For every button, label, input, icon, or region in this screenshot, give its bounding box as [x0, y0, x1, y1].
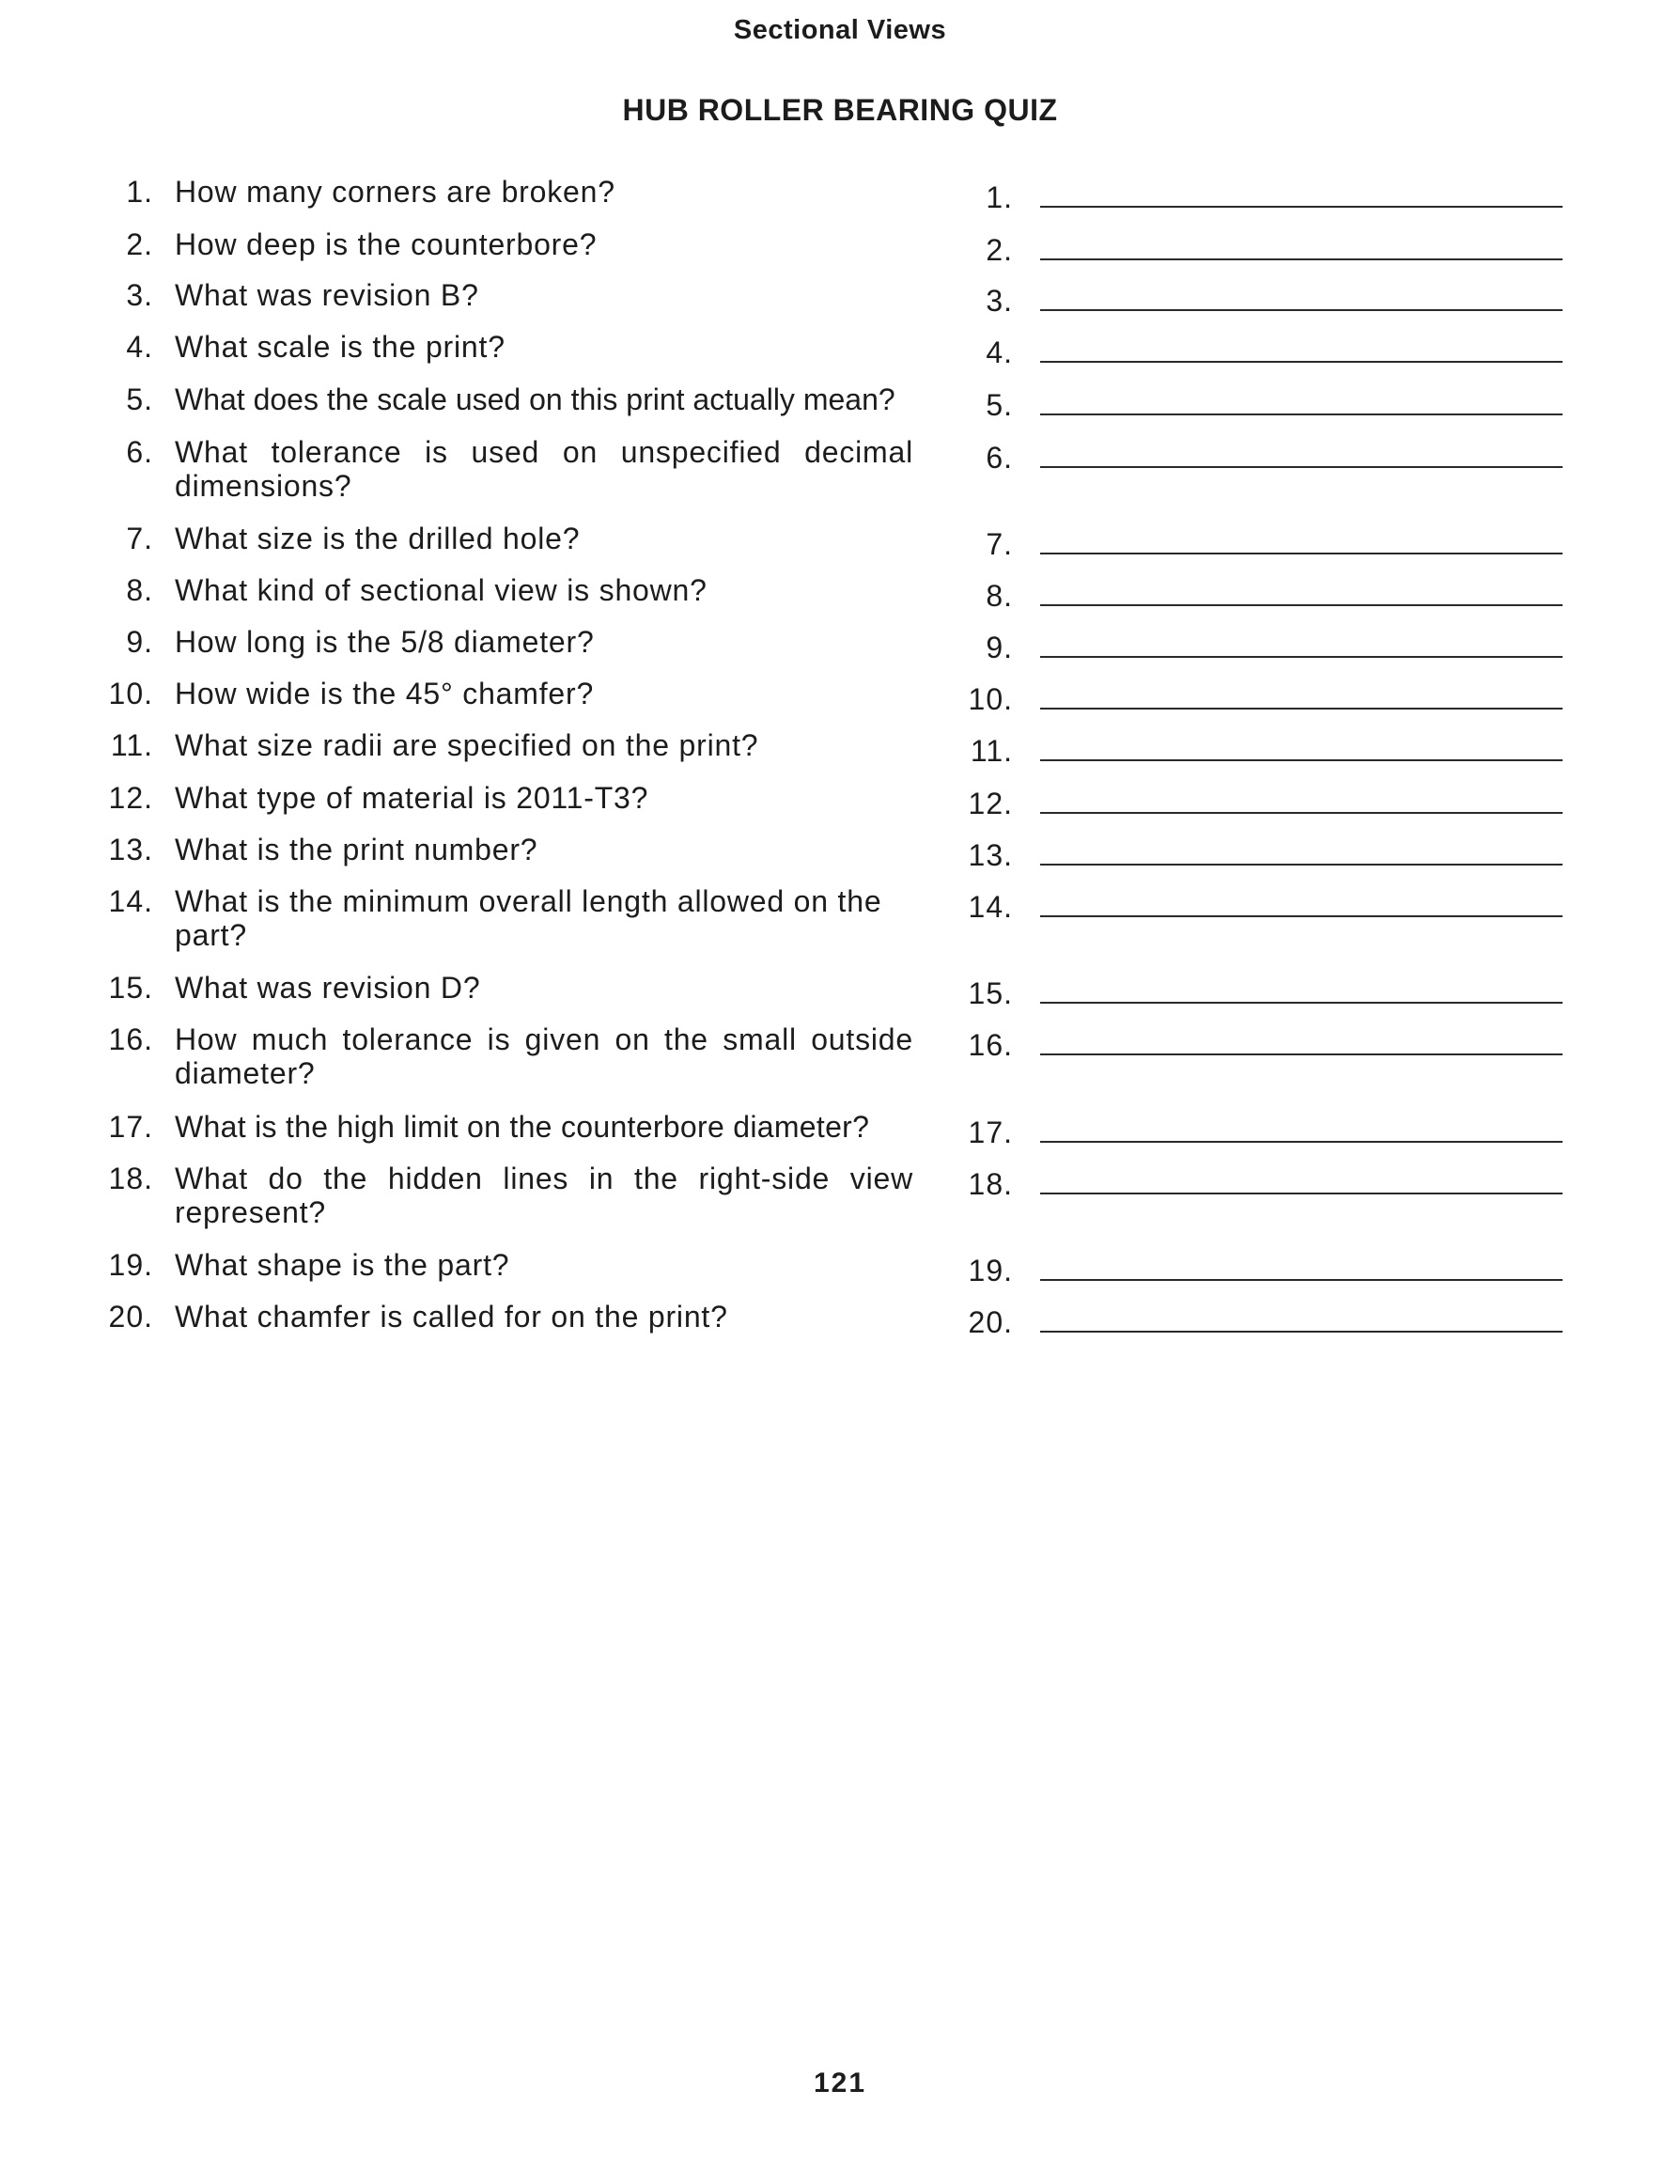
question-text: What does the scale used on this print actually mean?	[175, 382, 895, 416]
answer-line[interactable]	[1040, 361, 1563, 363]
answer-number: 5.	[986, 388, 1013, 422]
answer-line[interactable]	[1040, 553, 1563, 554]
answer-number: 9.	[986, 631, 1013, 664]
question-number: 20.	[108, 1300, 153, 1334]
page-title: HUB ROLLER BEARING QUIZ	[622, 93, 1058, 127]
answer-line[interactable]	[1040, 1331, 1563, 1333]
question-text: What do the hidden lines in the right-side view represent?	[175, 1162, 913, 1229]
answer-number: 16.	[968, 1028, 1013, 1062]
answer-line[interactable]	[1040, 1193, 1563, 1194]
answer-number: 11.	[970, 734, 1013, 768]
question-text: What was revision D?	[175, 971, 481, 1005]
answer-line[interactable]	[1040, 1279, 1563, 1281]
question-number: 16.	[108, 1022, 153, 1056]
question-text: How long is the 5/8 diameter?	[175, 625, 595, 659]
answer-number: 3.	[986, 284, 1013, 318]
answer-number: 6.	[986, 441, 1013, 475]
answer-number: 4.	[986, 335, 1013, 369]
answer-number: 19.	[968, 1254, 1013, 1287]
answer-number: 20.	[968, 1305, 1013, 1339]
answer-number: 1.	[986, 180, 1013, 214]
question-text: What chamfer is called for on the print?	[175, 1300, 728, 1334]
answer-number: 18.	[968, 1167, 1013, 1201]
question-text: What type of material is 2011-T3?	[175, 781, 649, 815]
question-number: 18.	[108, 1162, 153, 1195]
answer-number: 10.	[968, 682, 1013, 716]
question-number: 10.	[108, 677, 153, 710]
question-text: How many corners are broken?	[175, 175, 615, 209]
question-number: 7.	[126, 522, 153, 555]
question-number: 6.	[126, 435, 153, 469]
question-number: 2.	[126, 227, 153, 261]
answer-line[interactable]	[1040, 1002, 1563, 1004]
answer-number: 12.	[968, 787, 1013, 820]
question-number: 9.	[126, 625, 153, 659]
answer-line[interactable]	[1040, 1053, 1563, 1055]
answer-line[interactable]	[1040, 1141, 1563, 1143]
question-text: How wide is the 45° chamfer?	[175, 677, 595, 710]
question-number: 13.	[108, 833, 153, 866]
answer-number: 14.	[968, 890, 1013, 924]
question-number: 1.	[126, 175, 153, 209]
question-number: 15.	[108, 971, 153, 1005]
question-text: What was revision B?	[175, 278, 479, 312]
question-text: What is the high limit on the counterbore diameter?	[175, 1110, 870, 1144]
answer-line[interactable]	[1040, 864, 1563, 866]
question-text: How deep is the counterbore?	[175, 227, 598, 261]
question-number: 4.	[126, 330, 153, 364]
answer-line[interactable]	[1040, 656, 1563, 658]
answer-line[interactable]	[1040, 915, 1563, 917]
answer-number: 2.	[986, 233, 1013, 267]
question-text: How much tolerance is given on the small outside diameter?	[175, 1022, 913, 1090]
question-text: What size is the drilled hole?	[175, 522, 581, 555]
answer-line[interactable]	[1040, 759, 1563, 761]
answer-line[interactable]	[1040, 413, 1563, 415]
answer-line[interactable]	[1040, 206, 1563, 208]
question-text: What size radii are specified on the print?	[175, 728, 759, 762]
question-number: 8.	[126, 573, 153, 607]
question-text: What tolerance is used on unspecified decimal dimensions?	[175, 435, 913, 503]
question-number: 12.	[108, 781, 153, 815]
question-text: What shape is the part?	[175, 1248, 510, 1282]
question-number: 11.	[110, 728, 153, 762]
running-head: Sectional Views	[733, 15, 947, 45]
answer-number: 15.	[968, 976, 1013, 1010]
question-number: 3.	[126, 278, 153, 312]
question-text: What scale is the print?	[175, 330, 506, 364]
answer-line[interactable]	[1040, 708, 1563, 710]
question-text: What is the print number?	[175, 833, 538, 866]
question-number: 17.	[108, 1110, 153, 1144]
answer-number: 17.	[968, 1115, 1013, 1149]
answer-line[interactable]	[1040, 309, 1563, 311]
question-number: 19.	[108, 1248, 153, 1282]
answer-line[interactable]	[1040, 258, 1563, 260]
question-text: What is the minimum overall length allowed on the part?	[175, 884, 882, 952]
answer-number: 13.	[968, 838, 1013, 872]
page-number: 121	[813, 2067, 867, 2098]
question-number: 14.	[108, 884, 153, 918]
answer-number: 7.	[986, 527, 1013, 561]
answer-line[interactable]	[1040, 466, 1563, 468]
answer-line[interactable]	[1040, 812, 1563, 814]
answer-number: 8.	[986, 579, 1013, 613]
question-number: 5.	[126, 382, 153, 416]
answer-line[interactable]	[1040, 604, 1563, 606]
question-text: What kind of sectional view is shown?	[175, 573, 708, 607]
